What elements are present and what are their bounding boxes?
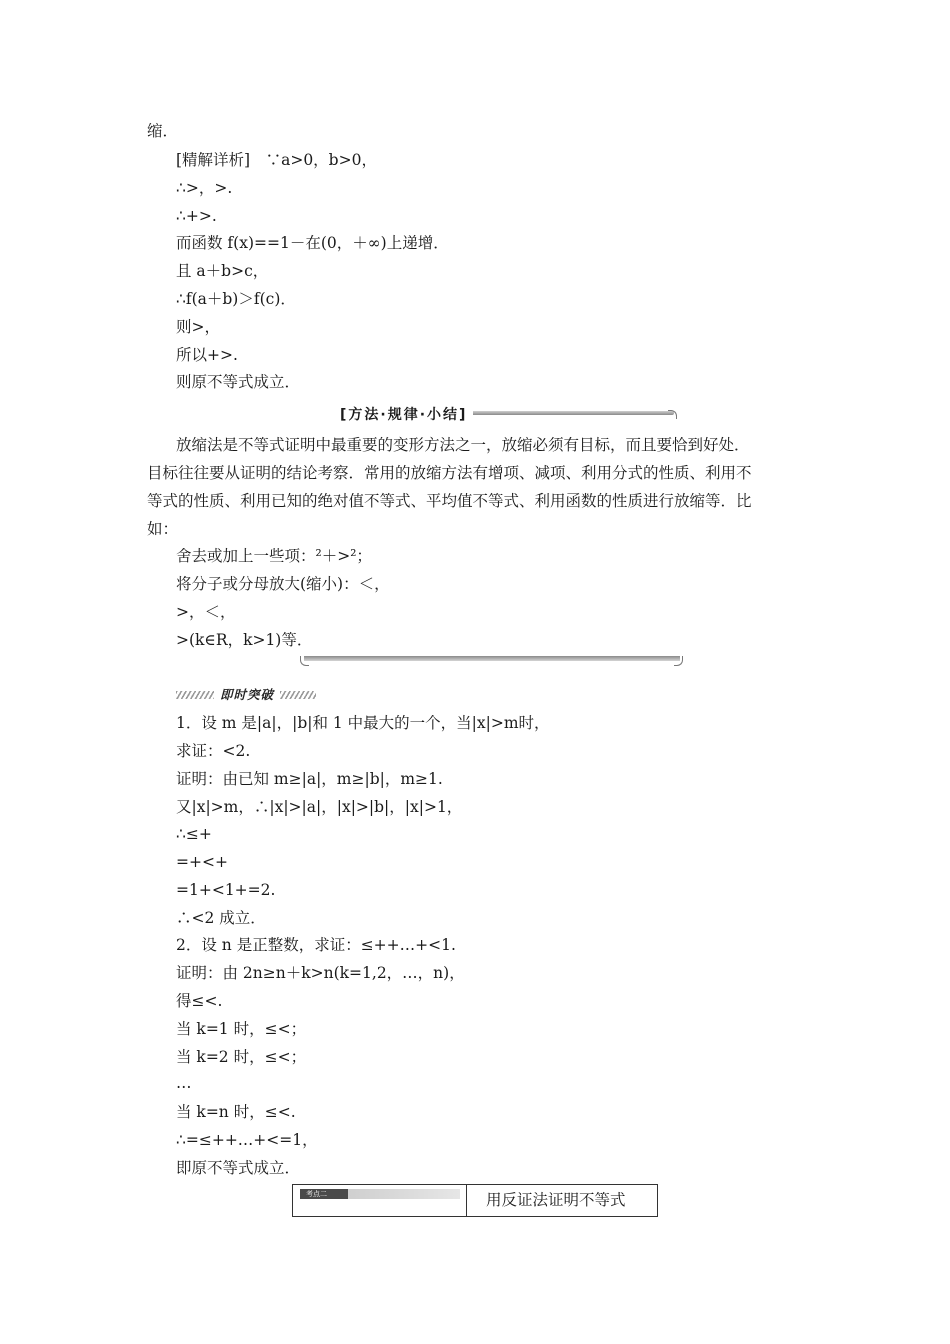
quick-section-label: 即时突破 <box>220 687 275 702</box>
hatch-decoration-right <box>280 691 316 699</box>
exercise-line: 当 k=n 时，≤<. <box>176 1103 296 1121</box>
exercise-line: 即原不等式成立． <box>176 1159 301 1177</box>
exercise-line: =1+<1+=2. <box>176 881 276 899</box>
section-divider <box>466 1185 467 1216</box>
exercise-line: =+<+ <box>176 853 228 871</box>
method-paragraph-line: 目标往往要从证明的结论考察．常用的放缩方法有增项、减项、利用分式的性质、利用不 <box>147 464 752 482</box>
proof-line: ∴+>. <box>176 207 217 225</box>
proof-line: 则原不等式成立． <box>176 373 301 391</box>
proof-line: 缩． <box>147 122 179 140</box>
method-header <box>330 403 680 425</box>
exercise-line: ∴<2 成立． <box>176 909 266 927</box>
proof-line: 则>， <box>176 318 220 336</box>
exercise-line: 证明：由 2n≥n＋k>n(k=1,2，…，n)， <box>176 964 465 982</box>
method-footer-rule <box>304 656 680 661</box>
exercise-line: ∴=≤++…+<=1， <box>176 1131 318 1149</box>
proof-line: ∴f(a＋b)＞f(c)． <box>176 290 296 308</box>
exercise-line: 证明：由已知 m≥|a|，m≥|b|，m≥1. <box>176 770 443 788</box>
method-paragraph-line: 等式的性质、利用已知的绝对值不等式、平均值不等式、利用函数的性质进行放缩等．比 <box>147 492 752 510</box>
exercise-line: 1．设 m 是|a|，|b|和 1 中最大的一个，当|x|>m时， <box>176 714 550 732</box>
proof-line: [精解详析] ∵a>0，b>0， <box>176 151 377 169</box>
method-item: 舍去或加上一些项：²＋>²； <box>176 547 372 565</box>
proof-line: 而函数 f(x)==1－在(0，＋∞)上递增． <box>176 234 449 252</box>
method-paragraph-line: 放缩法是不等式证明中最重要的变形方法之一，放缩必须有目标，而且要恰到好处． <box>176 436 750 454</box>
exercise-line: 又|x|>m，∴|x|>|a|，|x|>|b|，|x|>1， <box>176 798 463 816</box>
method-item: >，＜， <box>176 603 236 621</box>
exercise-line: ∴≤+ <box>176 825 212 843</box>
method-title: [方法·规律·小结] <box>340 404 473 424</box>
exercise-line: 求证：<2. <box>176 742 251 760</box>
exercise-line: … <box>176 1074 192 1092</box>
proof-line: ∴>，>. <box>176 179 233 197</box>
section-tag: 考点二 <box>300 1189 460 1199</box>
method-item: >(k∈R，k>1)等． <box>176 631 313 649</box>
proof-line: 所以+>. <box>176 346 238 364</box>
exercise-line: 2．设 n 是正整数，求证：≤++…+<1. <box>176 936 456 954</box>
hatch-decoration-left <box>176 691 214 699</box>
section-heading-box <box>292 1184 658 1217</box>
method-footer-rule-right <box>674 656 683 666</box>
method-paragraph-line: 如： <box>147 520 179 538</box>
quick-section-header <box>176 685 316 705</box>
exercise-line: 当 k=2 时，≤<； <box>176 1048 307 1066</box>
exercise-line: 得≤<. <box>176 992 223 1010</box>
method-item: 将分子或分母放大(缩小)：＜， <box>176 575 390 593</box>
section-title: 用反证法证明不等式 <box>486 1191 626 1209</box>
exercise-line: 当 k=1 时，≤<； <box>176 1020 307 1038</box>
proof-line: 且 a＋b>c， <box>176 262 269 280</box>
